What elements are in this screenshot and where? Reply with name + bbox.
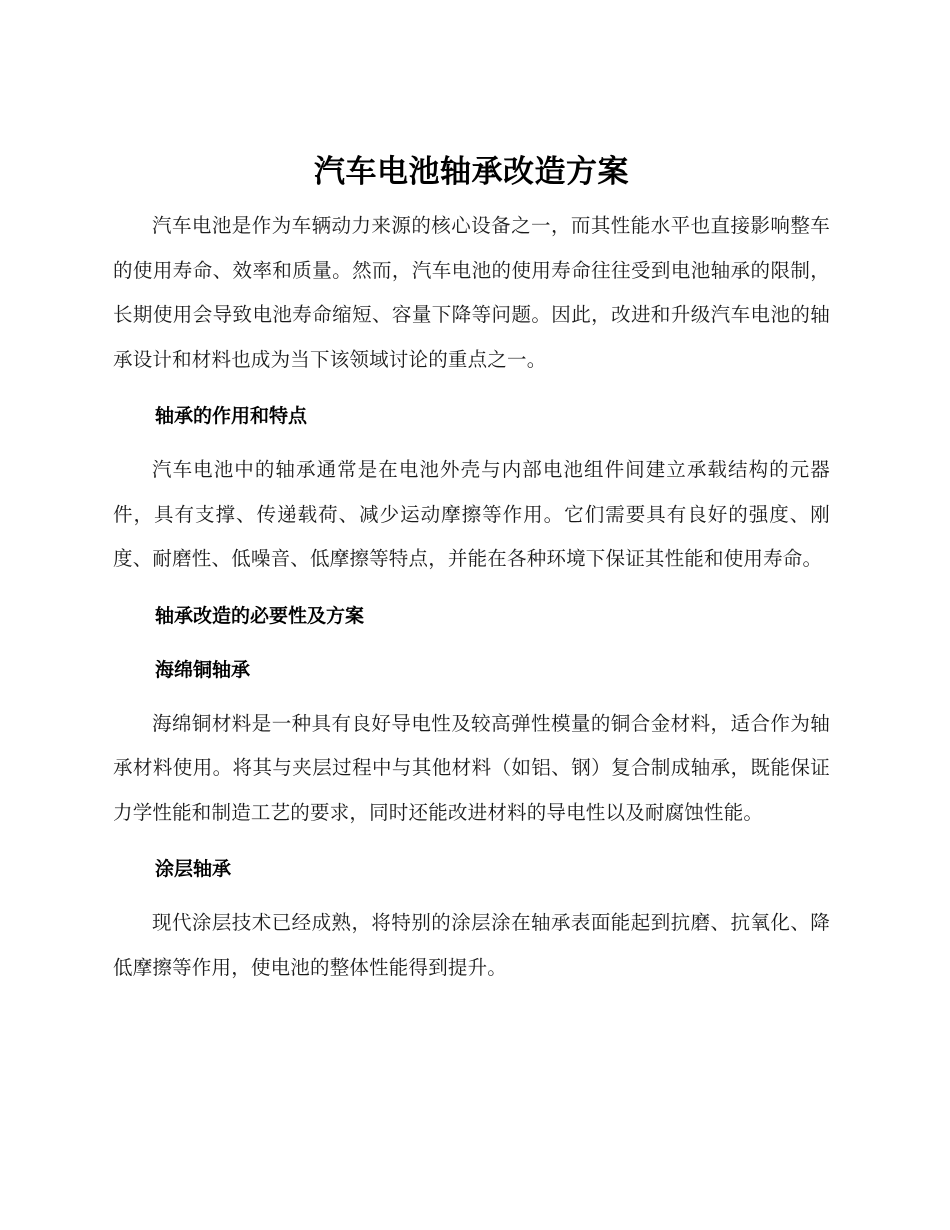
- document-title: 汽车电池轴承改造方案: [314, 154, 629, 190]
- intro-paragraph: 汽车电池是作为车辆动力来源的核心设备之一，而其性能水平也直接影响整车的使用寿命、效率和质量。然而，汽车电池的使用寿命往往受到电池轴承的限制，长期使用会导致电池寿命缩短、容量下降等问题。因此，改进和升级汽车电池的轴承设计和材料也成为当下该领域讨论的重点之一。: [113, 214, 830, 371]
- section-heading-retrofit-plan: 轴承改造的必要性及方案: [155, 604, 365, 627]
- subsection-heading-sponge-copper: 海绵铜轴承: [155, 658, 251, 681]
- document-body: [113, 150, 830, 990]
- section-heading-bearing-role: 轴承的作用和特点: [155, 405, 308, 427]
- subsection-paragraph-coated-bearing: 现代涂层技术已经成熟，将特别的涂层涂在轴承表面能起到抗磨、抗氧化、降低摩擦等作用，使电池的整体性能得到提升。: [113, 911, 830, 979]
- subsection-heading-coated-bearing: 涂层轴承: [155, 858, 232, 880]
- section-paragraph-bearing-role: 汽车电池中的轴承通常是在电池外壳与内部电池组件间建立承载结构的元器件，具有支撑、传递载荷、减少运动摩擦等作用。它们需要具有良好的强度、刚度、耐磨性、低噪音、低摩擦等特点，并能在各种环境下保证其性能和使用寿命。: [113, 458, 830, 570]
- subsection-paragraph-sponge-copper: 海绵铜材料是一种具有良好导电性及较高弹性模量的铜合金材料，适合作为轴承材料使用。将其与夹层过程中与其他材料（如铝、钢）复合制成轴承，既能保证力学性能和制造工艺的要求，同时还能改进材料的导电性以及耐腐蚀性能。: [113, 711, 830, 824]
